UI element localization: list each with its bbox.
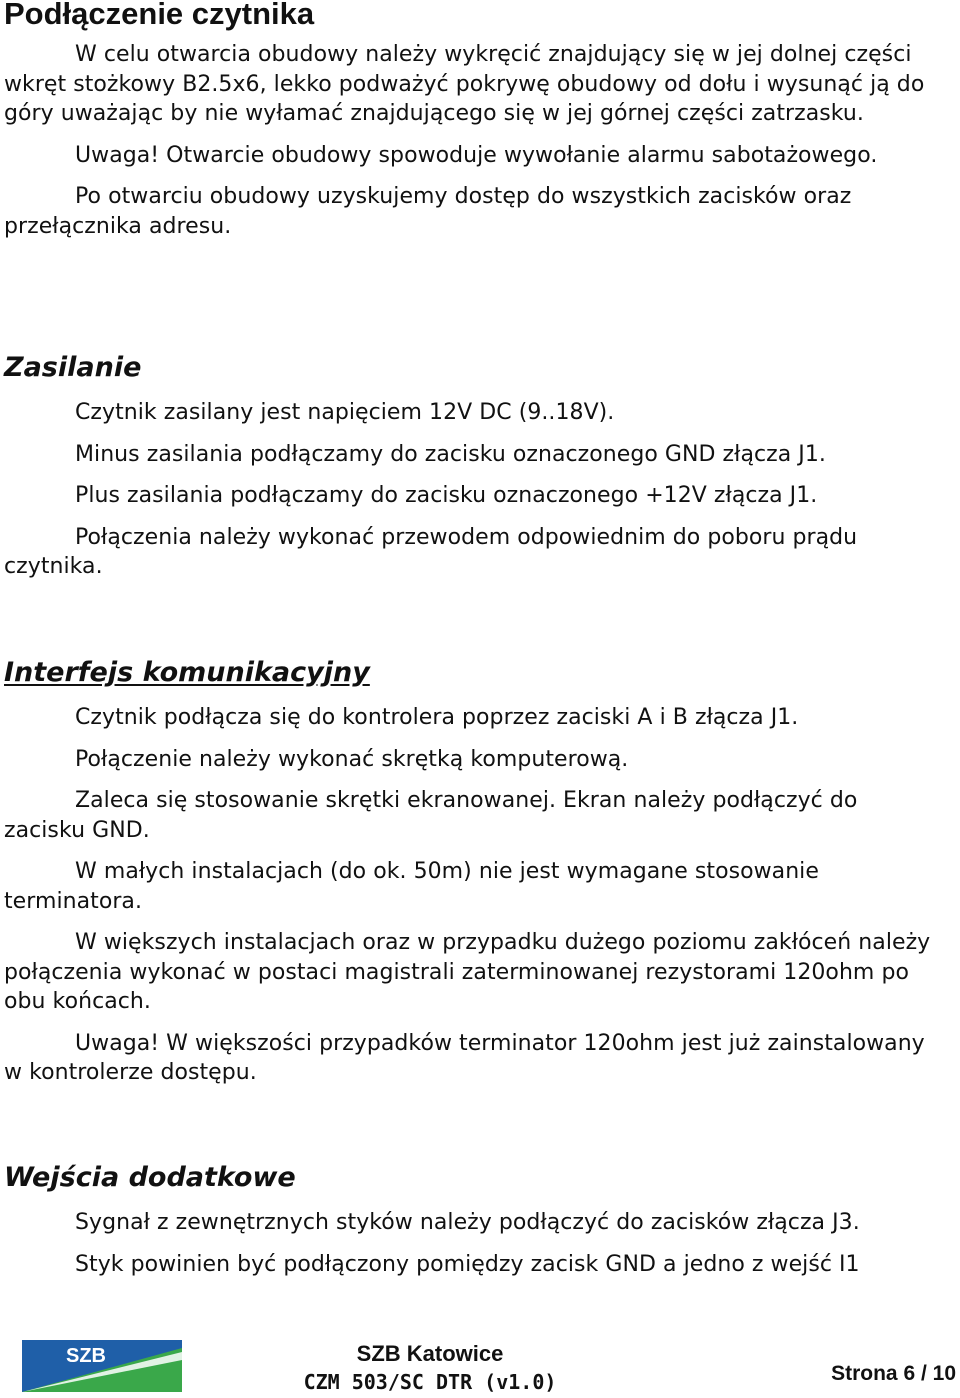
paragraph: Połączenie należy wykonać skrętką komputerową. (75, 746, 629, 772)
logo-text: SZB (66, 1345, 106, 1367)
paragraph: W celu otwarcia obudowy należy wykręcić znajdujący się w jej dolnej części wkręt stożkowy B2.5x6, lekko podważyć pokrywę obudowy od dołu i wysunąć ją do góry uważając by nie wyłamać znajdującego się w jej górnej części zatrzasku. (4, 42, 925, 126)
warning-paragraph: Uwaga! Otwarcie obudowy spowoduje wywołanie alarmu sabotażowego. (75, 142, 878, 168)
section-additional-inputs (4, 1162, 936, 1279)
section-title: Wejścia dodatkowe (4, 1162, 296, 1193)
paragraph: Sygnał z zewnętrznych styków należy podłączyć do zacisków złącza J3. (75, 1210, 860, 1235)
paragraph: Minus zasilania podłączamy do zacisku oznaczonego GND złącza J1. (75, 441, 826, 467)
szb-logo-icon (22, 1338, 190, 1394)
company-logo (22, 1338, 190, 1394)
paragraph: Zaleca się stosowanie skrętki ekranowanej. Ekran należy podłączyć do zacisku GND. (4, 788, 858, 843)
section-title: Podłączenie czytnika (4, 0, 315, 31)
warning-paragraph: Uwaga! W większości przypadków terminator 120ohm jest już zainstalowany w kontrolerze dostępu. (4, 1030, 925, 1085)
paragraph: Styk powinien być podłączony pomiędzy zacisk GND a jedno z wejść I1 (75, 1251, 860, 1277)
footer-company: SZB Katowice (356, 1341, 504, 1366)
section-title: Zasilanie (4, 352, 142, 383)
section-power (4, 352, 936, 582)
paragraph: W małych instalacjach (do ok. 50m) nie jest wymagane stosowanie terminatora. (4, 859, 819, 914)
page-number: Strona 6 / 10 (831, 1362, 956, 1385)
paragraph: Czytnik podłącza się do kontrolera poprzez zaciski A i B złącza J1. (75, 705, 799, 730)
paragraph: Plus zasilania podłączamy do zacisku oznaczonego +12V złącza J1. (75, 483, 818, 508)
section-reader-connection (4, 0, 936, 241)
footer-document-info (260, 1340, 600, 1396)
paragraph: W większych instalacjach oraz w przypadku dużego poziomu zakłóceń należy połączenia wykonać w postaci magistrali zaterminowanej rezystorami 120ohm po obu końcach. (4, 930, 931, 1014)
paragraph: Czytnik zasilany jest napięciem 12V DC (9..18V). (75, 400, 615, 425)
section-title: Interfejs komunikacyjny (4, 657, 370, 688)
section-communication-interface (4, 657, 936, 1088)
paragraph: Połączenia należy wykonać przewodem odpowiednim do poboru prądu czytnika. (4, 524, 858, 579)
footer-document-id: CZM 503/SC DTR (v1.0) (303, 1370, 557, 1394)
paragraph: Po otwarciu obudowy uzyskujemy dostęp do wszystkich zacisków oraz przełącznika adresu. (4, 184, 852, 239)
